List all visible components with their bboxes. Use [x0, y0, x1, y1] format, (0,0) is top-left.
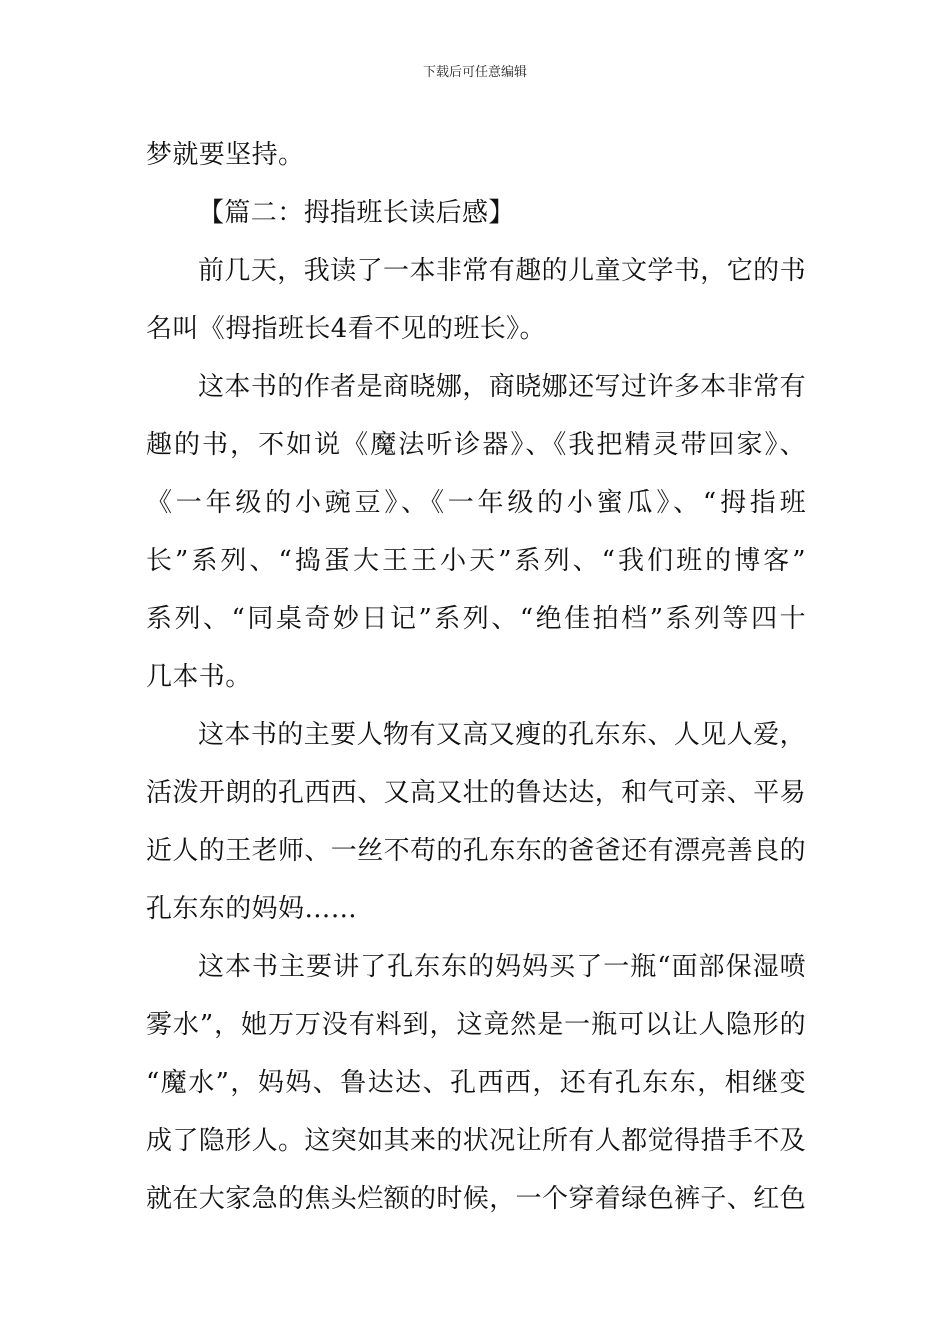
paragraph-line: 名叫《拇指班长4看不见的班长》。	[146, 314, 546, 344]
section-heading: 【篇二：拇指班长读后感】	[198, 198, 515, 228]
paragraph-line: 成了隐形人。这突如其来的状况让所有人都觉得措手不及	[146, 1126, 806, 1156]
paragraph-line: 这本书主要讲了孔东东的妈妈买了一瓶“面部保湿喷	[198, 952, 806, 982]
paragraph-line: 这本书的作者是商晓娜，商晓娜还写过许多本非常有	[198, 372, 806, 402]
article-body	[146, 126, 806, 1228]
paragraph-line: 长”系列、“捣蛋大王王小天”系列、“我们班的博客”	[146, 546, 806, 576]
paragraph-line: 几本书。	[146, 662, 252, 692]
paragraph-line: 近人的王老师、一丝不苟的孔东东的爸爸还有漂亮善良的	[146, 836, 806, 866]
paragraph-line: 《一年级的小豌豆》、《一年级的小蜜瓜》、“拇指班	[146, 488, 806, 518]
paragraph-line: 趣的书，不如说《魔法听诊器》、《我把精灵带回家》、	[146, 430, 806, 460]
paragraph-line: “魔水”，妈妈、鲁达达、孔西西，还有孔东东，相继变	[146, 1068, 806, 1098]
paragraph-line: 梦就要坚持。	[146, 140, 305, 170]
paragraph-line: 就在大家急的焦头烂额的时候，一个穿着绿色裤子、红色	[146, 1184, 806, 1214]
paragraph-line: 这本书的主要人物有又高又瘦的孔东东、人见人爱，	[198, 720, 806, 750]
paragraph-line: 孔东东的妈妈……	[146, 894, 358, 924]
paragraph-line: 系列、“同桌奇妙日记”系列、“绝佳拍档”系列等四十	[146, 604, 806, 634]
page-header: 下载后可任意编辑	[422, 65, 527, 80]
paragraph-line: 前几天，我读了一本非常有趣的儿童文学书，它的书	[198, 256, 806, 286]
paragraph-line: 活泼开朗的孔西西、又高又壮的鲁达达，和气可亲、平易	[146, 778, 806, 808]
paragraph-line: 雾水”，她万万没有料到，这竟然是一瓶可以让人隐形的	[146, 1010, 806, 1040]
